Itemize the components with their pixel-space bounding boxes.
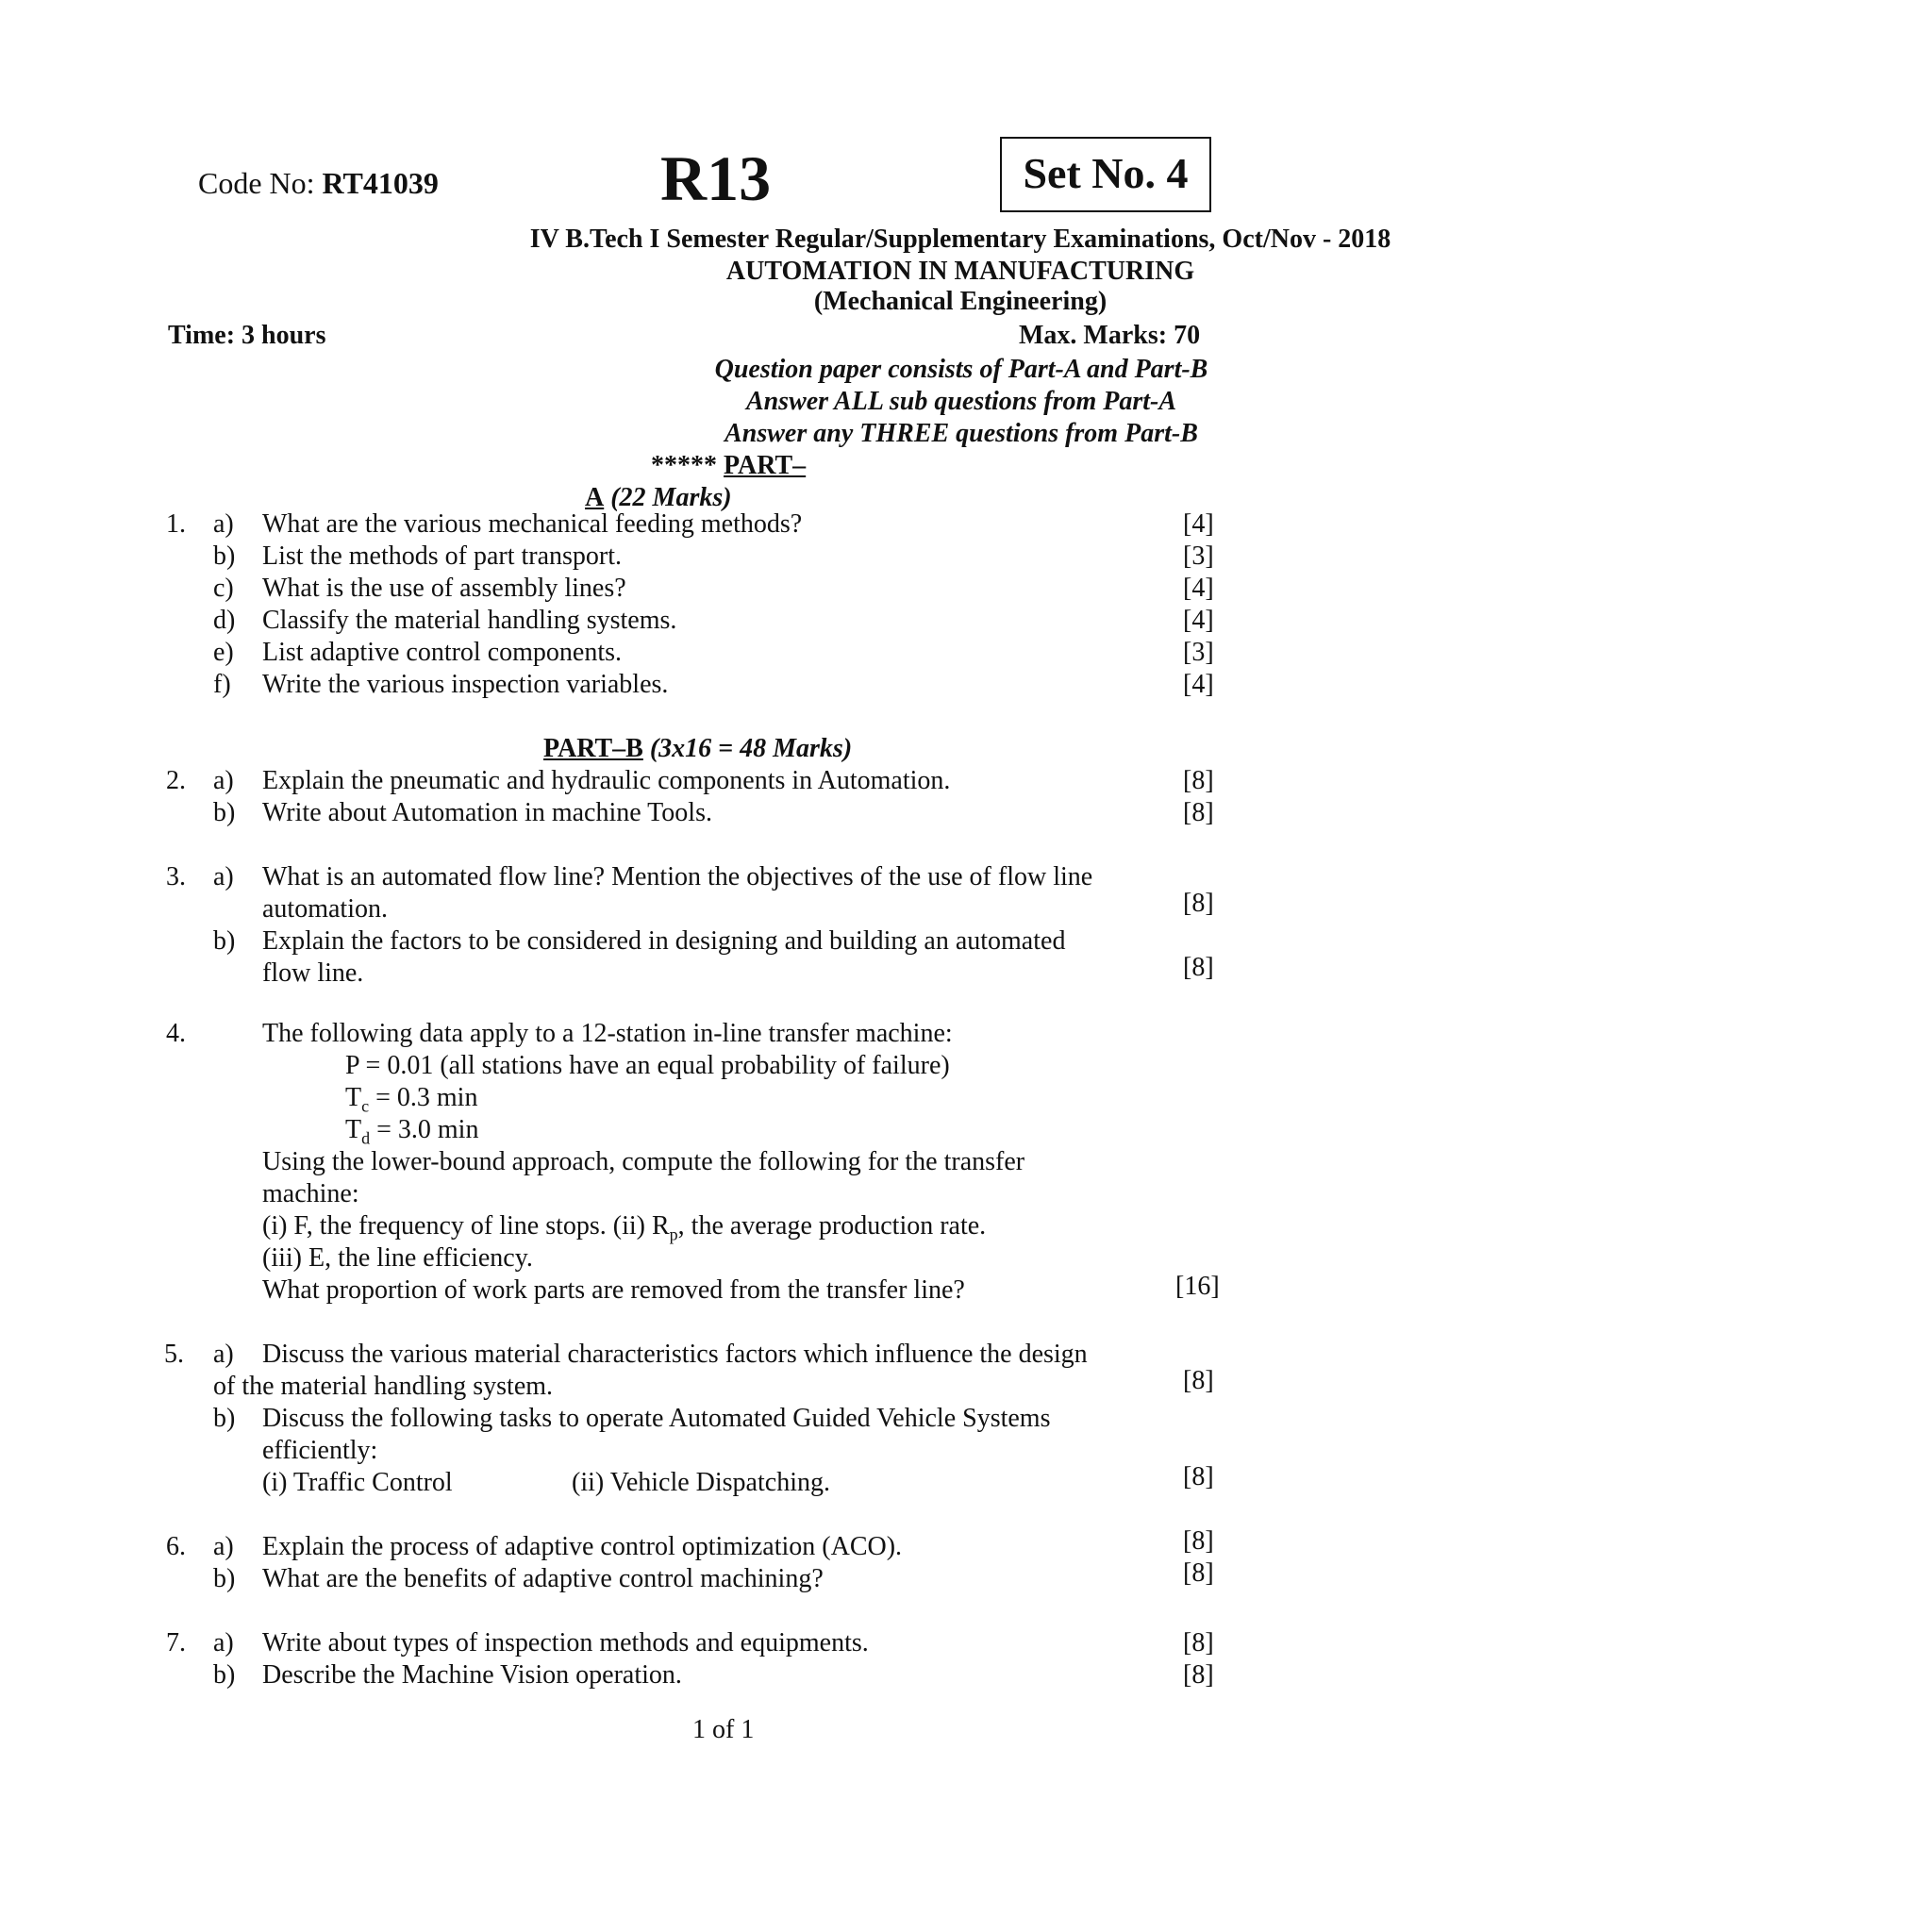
q5b-text-line1: Discuss the following tasks to operate Automated Guided Vehicle Systems [262,1404,1051,1433]
max-marks: Max. Marks: 70 [1019,321,1201,350]
q1b-text: List the methods of part transport. [262,541,623,571]
q7a-marks: [8] [1183,1628,1214,1657]
q1d-marks: [4] [1183,606,1214,635]
question-number-6: 6. [166,1532,186,1561]
q5a-text-line2: of the material handling system. [213,1372,554,1401]
q1c-text: What is the use of assembly lines? [262,574,626,603]
q6a-label: a) [213,1532,234,1561]
q4-td-subscript: d [361,1128,371,1148]
code-value: RT41039 [322,166,439,200]
q3b-label: b) [213,926,236,956]
q3b-text-line1: Explain the factors to be considered in designing and building an automated [262,926,1066,956]
part-a-label: PART– [724,451,807,480]
q4-rp-subscript: p [669,1224,678,1244]
instruction-1: Question paper consists of Part-A and Part-B [714,355,1208,384]
q4-td-value: = 3.0 min [370,1115,479,1144]
q5b-option-2: (ii) Vehicle Dispatching. [572,1468,830,1497]
question-number-5: 5. [164,1340,184,1369]
q1b-label: b) [213,541,236,571]
set-number-box [1000,137,1211,212]
q4-tc-subscript: c [361,1096,370,1116]
q1c-label: c) [213,574,234,603]
q4-line8: (iii) E, the line efficiency. [262,1243,533,1273]
question-number-7: 7. [166,1628,186,1657]
q6b-label: b) [213,1564,236,1593]
q4-line7-part1: (i) F, the frequency of line stops. (ii) R [262,1211,670,1241]
q3a-marks: [8] [1183,889,1214,918]
q4-tc-symbol: T [345,1083,362,1112]
code-label: Code No: [198,166,323,200]
question-number-4: 4. [166,1019,186,1048]
q2a-marks: [8] [1183,766,1214,795]
branch-title: (Mechanical Engineering) [813,287,1108,316]
q4-line9: What proportion of work parts are removed from the transfer line? [262,1275,965,1305]
q3a-text-line1: What is an automated flow line? Mention the objectives of the use of flow line [262,862,1093,891]
q7b-marks: [8] [1183,1660,1214,1690]
q1c-marks: [4] [1183,574,1214,603]
q5a-marks: [8] [1183,1366,1214,1395]
q2a-label: a) [213,766,234,795]
exam-title: IV B.Tech I Semester Regular/Supplementary Examinations, Oct/Nov - 2018 [529,225,1391,254]
q1a-text: What are the various mechanical feeding methods? [262,509,803,539]
part-b-label: PART–B [543,734,643,763]
q6a-marks: [8] [1183,1526,1214,1556]
q3a-label: a) [213,862,234,891]
q6a-text: Explain the process of adaptive control optimization (ACO). [262,1532,903,1561]
q2b-label: b) [213,798,236,827]
instruction-2: Answer ALL sub questions from Part-A [745,387,1177,416]
part-a-marks: (22 Marks) [604,483,732,512]
q2b-marks: [8] [1183,798,1214,827]
q7a-text: Write about types of inspection methods and equipments. [262,1628,869,1657]
q1a-label: a) [213,509,234,539]
time-allowed: Time: 3 hours [168,321,326,350]
code-number [198,166,439,201]
regulation-code: R13 [660,142,772,214]
q4-td-symbol: T [345,1115,362,1144]
q2b-text: Write about Automation in machine Tools. [262,798,712,827]
q3b-marks: [8] [1183,953,1214,982]
q5b-marks: [8] [1183,1462,1214,1491]
part-b-marks: (3x16 = 48 Marks) [642,734,853,763]
q4-line1: The following data apply to a 12-station in-line transfer machine: [262,1019,953,1048]
set-number: Set No. 4 [1023,149,1189,197]
q7b-label: b) [213,1660,236,1690]
q3a-text-line2: automation. [262,894,388,924]
q4-downtime [345,1115,478,1149]
q4-line5: Using the lower-bound approach, compute the following for the transfer [262,1147,1025,1176]
separator-stars: ***** [651,451,717,480]
q2a-text: Explain the pneumatic and hydraulic components in Automation. [262,766,951,795]
part-b-heading [543,734,852,764]
q1f-text: Write the various inspection variables. [262,670,669,699]
part-a-heading-line1 [651,451,806,481]
q1e-marks: [3] [1183,638,1214,667]
q4-cycle-time [345,1083,477,1117]
subject-title: AUTOMATION IN MANUFACTURING [725,257,1195,286]
q5b-text-line2: efficiently: [262,1436,378,1465]
q5a-label: a) [213,1340,234,1369]
q4-line7 [262,1211,986,1245]
question-number-1: 1. [166,509,186,539]
q1e-text: List adaptive control components. [262,638,623,667]
question-number-3: 3. [166,862,186,891]
q1b-marks: [3] [1183,541,1214,571]
q6b-text: What are the benefits of adaptive control machining? [262,1564,824,1593]
q1a-marks: [4] [1183,509,1214,539]
q5b-label: b) [213,1404,236,1433]
q1d-label: d) [213,606,236,635]
q3b-text-line2: flow line. [262,958,364,988]
q6b-marks: [8] [1183,1558,1214,1588]
part-a-letter: A [585,483,605,512]
q7a-label: a) [213,1628,234,1657]
q5b-option-1: (i) Traffic Control [262,1468,453,1497]
q1f-label: f) [213,670,231,699]
q7b-text: Describe the Machine Vision operation. [262,1660,682,1690]
q1e-label: e) [213,638,234,667]
q4-probability: P = 0.01 (all stations have an equal probability of failure) [345,1051,950,1080]
q4-marks: [16] [1175,1272,1220,1301]
instruction-3: Answer any THREE questions from Part-B [724,419,1198,448]
q4-line7-part2: , the average production rate. [677,1211,987,1241]
question-number-2: 2. [166,766,186,795]
q1f-marks: [4] [1183,670,1214,699]
q4-line6: machine: [262,1179,359,1208]
q1d-text: Classify the material handling systems. [262,606,677,635]
page-number: 1 of 1 [692,1715,755,1744]
q5a-text-line1: Discuss the various material characteristics factors which influence the design [262,1340,1088,1369]
q4-tc-value: = 0.3 min [369,1083,478,1112]
